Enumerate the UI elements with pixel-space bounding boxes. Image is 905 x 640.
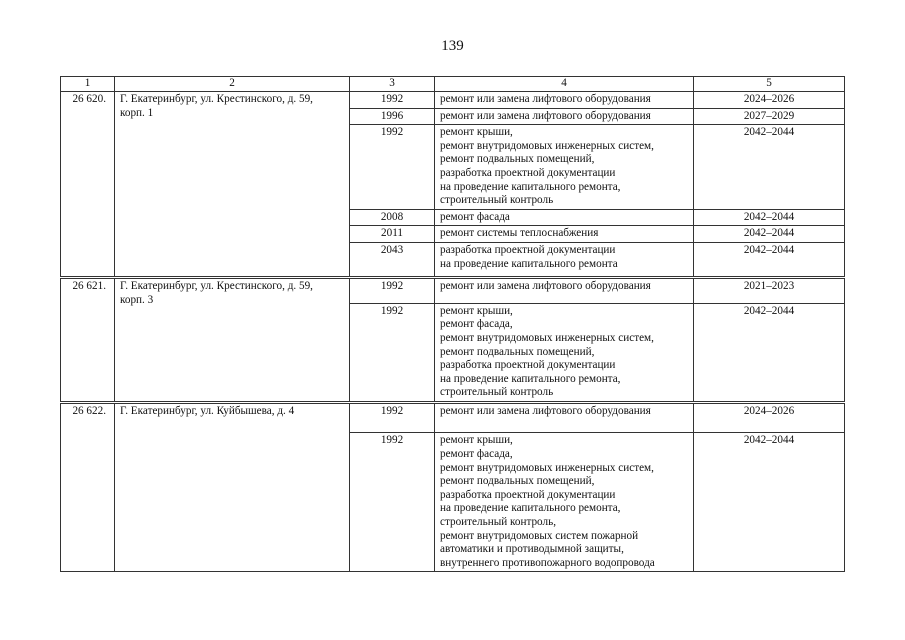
work-cell — [435, 108, 694, 125]
period-cell: 2042–2044 — [694, 242, 845, 277]
address-line: Г. Екатеринбург, ул. Куйбышева, д. 4 — [120, 404, 295, 417]
page-number: 139 — [441, 38, 464, 54]
column-header: 3 — [350, 77, 435, 92]
period-cell: 2042–2044 — [694, 209, 845, 226]
year-cell: 1992 — [350, 433, 435, 572]
column-number-row — [61, 77, 845, 92]
table-row — [61, 402, 845, 433]
work-line: строительный контроль — [440, 194, 554, 207]
address-line: Г. Екатеринбург, ул. Крестинского, д. 59, — [120, 93, 313, 105]
work-line: ремонт подвальных помещений, — [440, 153, 595, 166]
work-line: ремонт крыши, — [440, 304, 513, 317]
work-cell — [435, 278, 694, 304]
work-cell — [435, 125, 694, 210]
work-line: на проведение капитального ремонта, — [440, 180, 621, 193]
address-cell — [115, 278, 350, 403]
work-line: разработка проектной документации — [440, 243, 616, 256]
column-header: 5 — [694, 77, 845, 92]
work-line: ремонт системы теплоснабжения — [440, 227, 599, 240]
work-cell — [435, 433, 694, 572]
year-cell: 2043 — [350, 242, 435, 277]
work-line: ремонт или замена лифтового оборудования — [440, 404, 651, 417]
year-cell: 2011 — [350, 226, 435, 243]
column-header: 2 — [115, 77, 350, 92]
table-row — [61, 92, 845, 109]
work-cell — [435, 242, 694, 277]
period-cell: 2021–2023 — [694, 278, 845, 304]
work-line: ремонт внутридомовых систем пожарной — [440, 529, 639, 542]
address-cell — [115, 402, 350, 572]
work-line: разработка проектной документации — [440, 166, 616, 179]
period-cell: 2042–2044 — [694, 433, 845, 572]
address-line: Г. Екатеринбург, ул. Крестинского, д. 59, — [120, 280, 313, 293]
work-line: на проведение капитального ремонта — [440, 257, 618, 270]
period-cell: 2042–2044 — [694, 125, 845, 210]
table-row — [61, 278, 845, 304]
address-line: корп. 3 — [120, 293, 154, 306]
work-line: строительный контроль, — [440, 516, 556, 529]
work-line: строительный контроль — [440, 386, 554, 399]
work-line: на проведение капитального ремонта, — [440, 502, 621, 515]
work-line: ремонт подвальных помещений, — [440, 475, 595, 488]
period-cell: 2042–2044 — [694, 303, 845, 402]
year-cell: 2008 — [350, 209, 435, 226]
work-cell — [435, 402, 694, 433]
work-cell — [435, 92, 694, 109]
work-line: разработка проектной документации — [440, 359, 616, 372]
row-number: 26 622. — [61, 402, 115, 572]
year-cell: 1992 — [350, 303, 435, 402]
work-line: ремонт или замена лифтового оборудования — [440, 280, 651, 293]
work-line: ремонт фасада — [440, 210, 510, 223]
work-line: ремонт фасада, — [440, 448, 513, 461]
work-line: ремонт крыши, — [440, 126, 513, 139]
work-line: ремонт крыши, — [440, 434, 513, 447]
work-cell — [435, 303, 694, 402]
address-cell — [115, 92, 350, 278]
capital-repair-table — [60, 76, 845, 572]
table-body — [61, 92, 845, 572]
row-number: 26 620. — [61, 92, 115, 278]
period-cell: 2024–2026 — [694, 402, 845, 433]
work-cell — [435, 209, 694, 226]
year-cell: 1992 — [350, 402, 435, 433]
period-cell: 2042–2044 — [694, 226, 845, 243]
work-line: ремонт или замена лифтового оборудования — [440, 109, 651, 122]
year-cell: 1992 — [350, 125, 435, 210]
work-cell — [435, 226, 694, 243]
year-cell: 1992 — [350, 92, 435, 109]
work-line: разработка проектной документации — [440, 488, 616, 501]
work-line: ремонт внутридомовых инженерных систем, — [440, 461, 654, 474]
work-line: автоматики и противодымной защиты, — [440, 543, 624, 556]
period-cell: 2027–2029 — [694, 108, 845, 125]
work-line: ремонт или замена лифтового оборудования — [440, 93, 651, 105]
work-line: внутреннего противопожарного водопровода — [440, 556, 655, 569]
column-header: 1 — [61, 77, 115, 92]
work-line: ремонт фасада, — [440, 318, 513, 331]
year-cell: 1992 — [350, 278, 435, 304]
row-number: 26 621. — [61, 278, 115, 403]
column-header: 4 — [435, 77, 694, 92]
work-line: ремонт внутридомовых инженерных систем, — [440, 139, 654, 152]
year-cell: 1996 — [350, 108, 435, 125]
period-cell: 2024–2026 — [694, 92, 845, 109]
work-line: на проведение капитального ремонта, — [440, 372, 621, 385]
address-line: корп. 1 — [120, 106, 154, 119]
work-line: ремонт подвальных помещений, — [440, 345, 595, 358]
work-line: ремонт внутридомовых инженерных систем, — [440, 331, 654, 344]
